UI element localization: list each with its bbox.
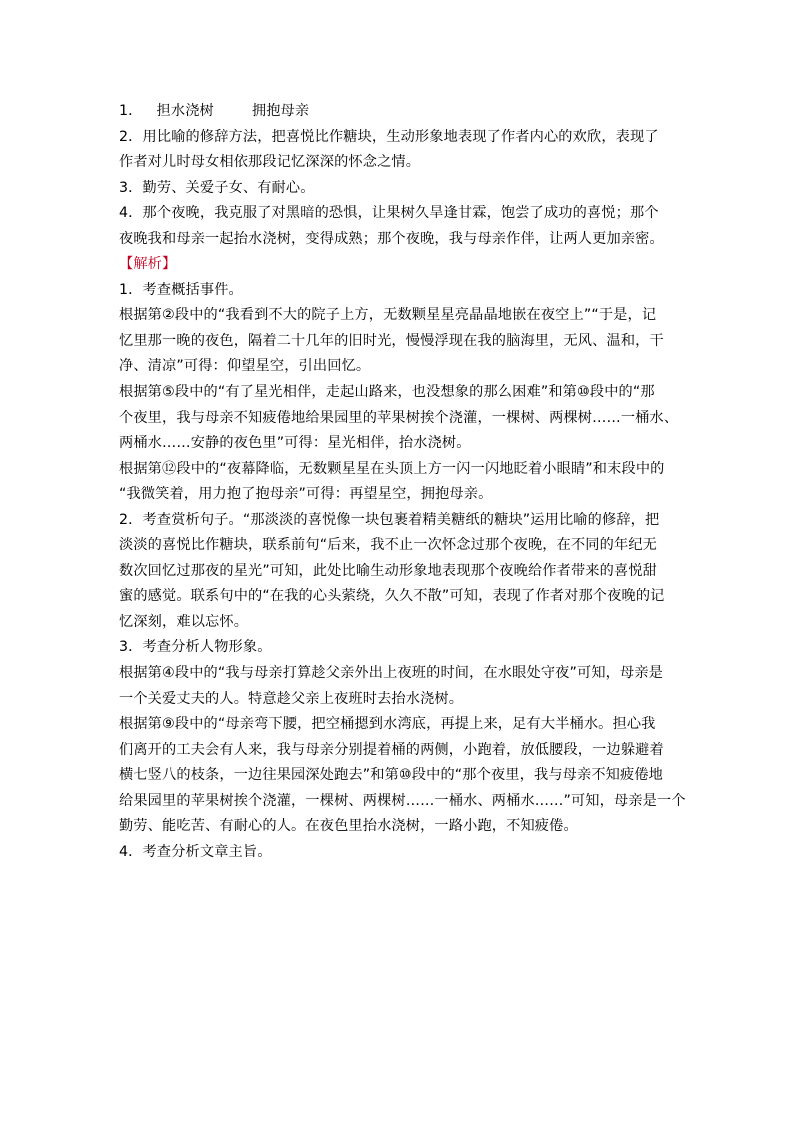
analysis-3-p2-line: 给果园里的苹果树挨个浇灌，一棵树、两棵树……一桶水、两桶水……”可知，母亲是一个	[119, 792, 686, 809]
analysis-3-p1-line: 根据第④段中的“我与母亲打算趁父亲外出上夜班的时间，在水眼处守夜”可知，母亲是	[119, 665, 664, 682]
analysis-2-line: 蜜的感觉。联系句中的“在我的心头萦绕，久久不散”可知，表现了作者对那个夜晚的记	[119, 588, 665, 605]
analysis-4-title: 4．考查分析文章主旨。	[119, 843, 272, 860]
analysis-1-p2-line: 个夜里，我与母亲不知疲倦地给果园里的苹果树挨个浇灌，一棵树、两棵树……一桶水、	[119, 409, 679, 426]
analysis-1-p2-line: 两桶水……安静的夜色里”可得：星光相伴，抬水浇树。	[119, 435, 471, 452]
answer-content	[119, 99, 686, 865]
answer-1-part2: 拥抱母亲	[251, 103, 310, 119]
answer-1-number: 1．	[119, 103, 143, 119]
analysis-1-title: 1．考查概括事件。	[119, 281, 243, 298]
analysis-2-line: 淡淡的喜悦比作糖块，联系前句“后来，我不止一次怀念过那个夜晚，在不同的年纪无	[119, 537, 657, 554]
analysis-2-line: 数次回忆过那夜的星光”可知，此处比喻生动形象地表现那个夜晚给作者带来的喜悦甜	[119, 562, 657, 579]
analysis-1-p1-line: 忆里那一晚的夜色，隔着二十几年的旧时光，慢慢浮现在我的脑海里，无风、温和，干	[119, 332, 664, 349]
analysis-3-p2-line: 根据第⑨段中的“母亲弯下腰，把空桶摁到水湾底，再提上来，足有大半桶水。担心我	[119, 716, 656, 733]
answer-4-line-1: 4．那个夜晚，我克服了对黑暗的恐惧，让果树久旱逢甘霖，饱尝了成功的喜悦；那个	[119, 205, 659, 222]
analysis-1-p1-line: 根据第②段中的“我看到不大的院子上方，无数颗星星亮晶晶地嵌在夜空上”“于是，记	[119, 307, 657, 324]
analysis-1-p2-line: 根据第⑤段中的“有了星光相伴，走起山路来，也没想象的那么困难”和第⑩段中的“那	[119, 384, 655, 401]
answer-3: 3．勤劳、关爱子女、有耐心。	[119, 179, 315, 196]
analysis-3-p2-line: 横七竖八的枝条，一边往果园深处跑去”和第⑩段中的“那个夜里，我与母亲不知疲倦地	[119, 767, 664, 784]
analysis-3-p2-line: 们离开的工夫会有人来，我与母亲分别提着桶的两侧，小跑着，放低腰段，一边躲避着	[119, 741, 664, 758]
analysis-heading: 【解析】	[119, 256, 177, 273]
answer-1-part1: 担水浇树	[156, 103, 214, 119]
analysis-2-line: 忆深刻，难以忘怀。	[119, 613, 249, 630]
answer-4-line-2: 夜晚我和母亲一起抬水浇树，变得成熟；那个夜晚，我与母亲作伴，让两人更加亲密。	[119, 230, 664, 247]
answer-2-line-1: 2．用比喻的修辞方法，把喜悦比作糖块，生动形象地表现了作者内心的欢欣，表现了	[119, 128, 659, 145]
analysis-1-p3-line: “我微笑着，用力抱了抱母亲”可得：再望星空，拥抱母亲。	[119, 486, 493, 503]
answer-1	[119, 99, 677, 125]
analysis-3-p1-line: 一个关爱丈夫的人。特意趁父亲上夜班时去抬水浇树。	[119, 690, 464, 707]
analysis-1-p3-line: 根据第⑫段中的“夜幕降临，无数颗星星在头顶上方一闪一闪地眨着小眼睛”和末段中的	[119, 460, 665, 477]
answer-2-line-2: 作者对儿时母女相依那段记忆深深的怀念之情。	[119, 154, 421, 171]
analysis-2-line: 2．考查赏析句子。“那淡淡的喜悦像一块包裹着精美糖纸的糖块”运用比喻的修辞，把	[119, 511, 660, 528]
analysis-3-p2-line: 勤劳、能吃苦、有耐心的人。在夜色里抬水浇树，一路小跑，不知疲倦。	[119, 818, 578, 835]
analysis-1-p1-line: 净、清凉”可得：仰望星空，引出回忆。	[119, 358, 371, 375]
analysis-3-title: 3．考查分析人物形象。	[119, 639, 272, 656]
